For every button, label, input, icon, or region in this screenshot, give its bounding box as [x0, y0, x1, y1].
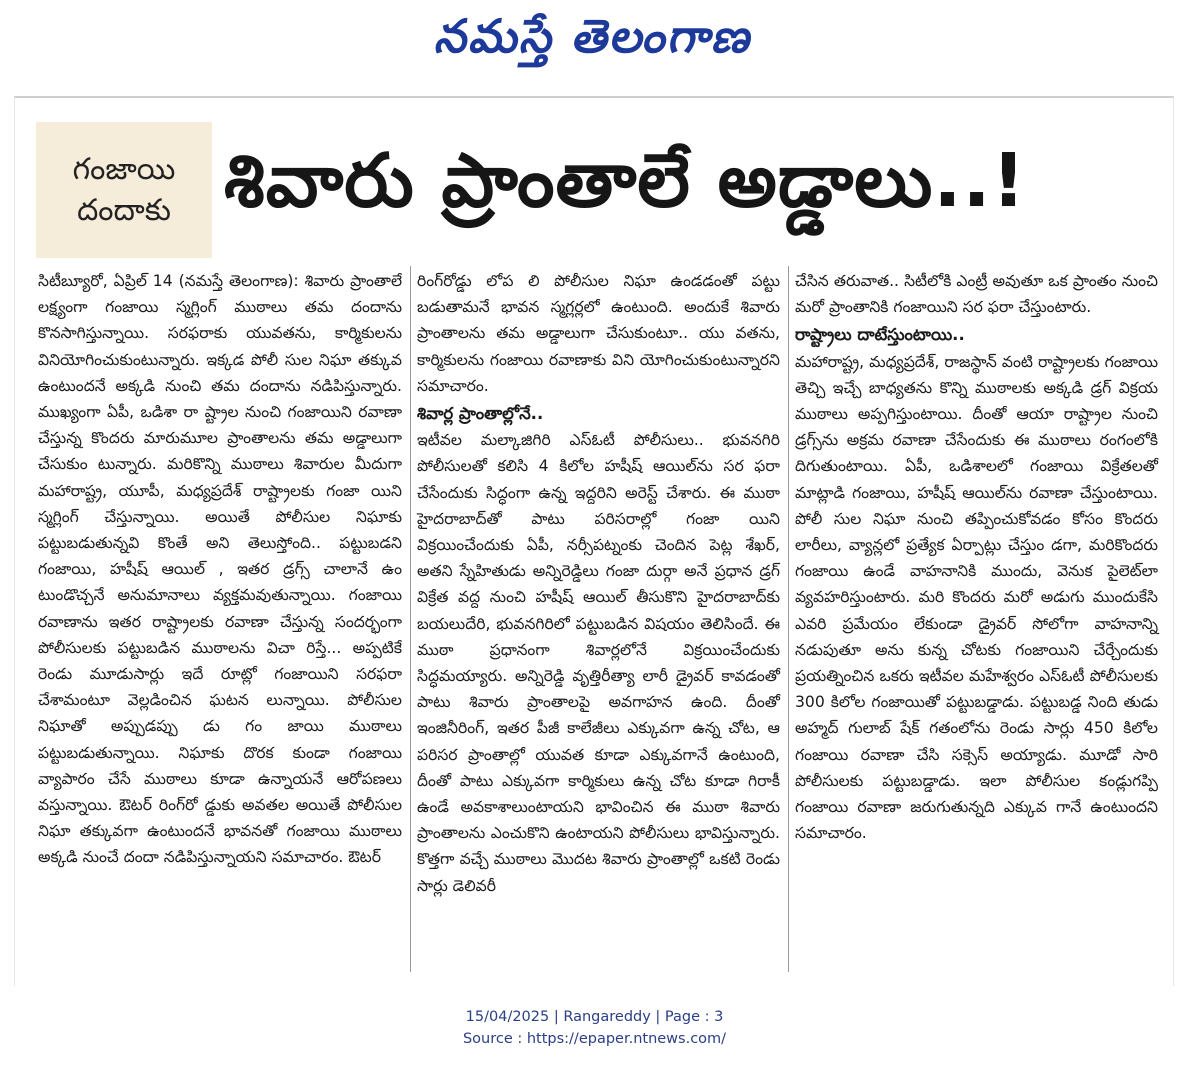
column-3-text-b: మహారాష్ట్ర, మధ్యప్రదేశ్, రాజస్థాన్ వంటి రాష్ట్రాలకు గంజాయి తెచ్చి ఇచ్చే బాధ్యతను కొన్ని ముఠాలకు అక్కడి డ్రగ్ విక్రయ ముఠాలు అప్పగిస్తుంటాయి. దీంతో ఆయా రాష్ట్రాల నుంచి డ్రగ్స్‌ను అక్రమ రవాణా చేసేందుకు ఈ ముఠాలు రంగంలోకి దిగుతుంటాయి. ఏపీ, ఒడిశాలలో గంజాయి విక్రేతలతో మాట్లాడి గంజాయి, హషీష్ ఆయిల్‌ను రవాణా చేస్తుంటాయి. పోలీ సుల నిఘా నుంచి తప్పించుకోవడం కోసం కొందరు లారీలు, వ్యాన్లలో ప్రత్యేక ఏర్పాట్లు చేస్తుం డగా, మరికొందరు గంజాయి ఉండే వాహనానికి ముందు, వెనుక పైలెట్‌లా వ్యవహరిస్తుంటారు. మరి కొందరు మరో అడుగు ముందుకేసి ఎవరి ప్రమేయం లేకుండా డ్రైవర్ సోలోగా వాహనాన్ని నడుపుతూ అను కున్న చోటకు గంజాయిని చేర్చేందుకు ప్రయత్నించిన ఒకరు ఇటీవల మహేశ్వరం ఎస్‌ఓటీ పోలీసులకు 300 కిలోల గంజాయితో పట్టుబడ్డాడు. పట్టుబడ్డ నింది తుడు అహ్మద్ గులాబ్ షేక్ గతంలోను రెండు సార్లు 450 కిలోల గంజాయి రవాణా చేసి సక్సెస్ అయ్యాడు. మూడో సారి పోలీసులకు పట్టుబడ్డాడు. ఇలా పోలీసుల కండ్లుగప్పి గంజాయి రవాణా జరుగుతున్నది ఎక్కువ గానే ఉంటుందని సమాచారం.: [795, 352, 1158, 843]
column-2-text-a: రింగ్‌రోడ్డు లోప లి పోలీసుల నిఘా ఉండడంతో పట్టు బడుతామనే భావన స్మగ్లర్లలో ఉంటుంది. అందుకే శివారు ప్రాంతాలను తమ అడ్డాలుగా చేసుకుంటూ.. యు వతను, కార్మికులను గంజాయి రవాణాకు విని యోగించుకుంటున్నారని సమాచారం.: [417, 272, 780, 395]
column-2-text-b: ఇటీవల మల్కాజిగిరి ఎస్‌ఓటీ పోలీసులు.. భువనగిరి పోలీసులతో కలిసి 4 కిలోల హషీష్ ఆయిల్‌ను సర ఫరా చేసేందుకు సిద్ధంగా ఉన్న ఇద్దరిని అరెస్ట్ చేశారు. ఈ ముఠా హైదరాబాద్‌తో పాటు పరిసరాల్లో గంజా యిని విక్రయించేందుకు ఏపీ, నర్సీపట్నంకు చెందిన పెట్ల శేఖర్, అతని స్నేహితుడు అన్నిరెడ్డిలు గంజా దుర్గా అనే ప్రధాన డ్రగ్ విక్రేత వద్ద నుంచి హషీష్ ఆయిల్ తీసుకొని హైదరాబాద్‌కు బయలుదేరి, భువనగిరిలో పట్టుబడిన విషయం తెలిసిందే. ఈ ముఠా ప్రధానంగా శివార్లలోనే విక్రయించేందుకు సిద్ధమయ్యారు. అన్నిరెడ్డి వృత్తిరీత్యా లారీ డ్రైవర్ కావడంతో పాటు శివారు ప్రాంతాలపై అవగాహన ఉంది. దీంతో ఇంజినీరింగ్, ఇతర పీజీ కాలేజీలు ఎక్కువగా ఉన్న చోట, ఆ పరిసర ప్రాంతాల్లో యువత కూడా ఎక్కువగానే ఉంటుంది, దీంతో పాటు ఎక్కువగా కార్మికులు ఉన్న చోట కూడా గిరాకీ ఉండే అవకాశాలుంటాయని భావించిన ఈ ముఠా శివారు ప్రాంతాలను ఎంచుకొని ఉంటాయని పోలీసులు భావిస్తున్నారు. కొత్తగా వచ్చే ముఠాలు మొదట శివారు ప్రాంతాల్లో ఒకటి రెండు సార్లు డెలివరీ: [417, 431, 780, 895]
headline-text: శివారు ప్రాంతాలే అడ్డాలు..!: [224, 138, 1027, 224]
subheading-1: శివార్ల ప్రాంతాల్లోనే..: [417, 404, 544, 424]
column-1: [32, 266, 410, 972]
column-3: [788, 266, 1166, 972]
column-1-text: సిటీబ్యూరో, ఏప్రిల్ 14 (నమస్తే తెలంగాణ): శివారు ప్రాంతాలే లక్ష్యంగా గంజాయి స్మగ్లింగ్ ముఠాలు తమ దందాను కొనసాగిస్తున్నాయి. సరఫరాకు యువతను, కార్మికులను వినియోగించుకుంటున్నారు. ఇక్కడ పోలీ సుల నిఘా తక్కువ ఉంటుందనే అక్కడి నుంచి తమ దందాను నడిపిస్తున్నారు. ముఖ్యంగా ఏపీ, ఒడిశా రా ష్ట్రాల నుంచి గంజాయిని రవాణా చేస్తున్న కొందరు మారుమూల ప్రాంతాలను తమ అడ్డాలుగా చేసుకుం టున్నారు. మరికొన్ని ముఠాలు శివారుల మీదుగా మహారాష్ట్ర, యూపీ, మధ్యప్రదేశ్ రాష్ట్రాలకు గంజా యిని స్మగ్లింగ్ చేస్తున్నాయి. అయితే పోలీసుల నిఘాకు పట్టుబడుతున్నవి కొంతే అని తెలుస్తోంది.. పట్టుబడని గంజాయి, హషీష్ ఆయిల్ , ఇతర డ్రగ్స్ చాలానే ఉం టుండొచ్చనే అనుమానాలు వ్యక్తమవుతున్నాయి. గంజాయి రవాణాను ఇతర రాష్ట్రాలకు రవాణా చేస్తున్న సందర్భంగా పోలీసులకు పట్టుబడిన ముఠాలను విచా రిస్తే... అప్పటికే రెండు మూడుసార్లు ఇదే రూట్లో గంజాయిని సరఫరా చేశామంటూ వెల్లడించిన ఘటన లున్నాయి. పోలీసుల నిఘాతో అప్పుడప్పు డు గం జాయి ముఠాలు పట్టుబడుతున్నాయి. నిఘాకు దొరక కుండా గంజాయి వ్యాపారం చేసే ముఠాలు కూడా ఉన్నాయనే ఆరోపణలు వస్తున్నాయి. ఔటర్ రింగ్‌రో డ్డుకు అవతల అయితే పోలీసుల నిఘా తక్కువగా ఉంటుందనే భావనతో గంజాయి ముఠాలు అక్కడి నుంచే దందా నడిపిస్తున్నాయని సమాచారం. ఔటర్: [38, 272, 402, 867]
column-2: [410, 266, 788, 972]
kicker-line-1: గంజాయి: [72, 151, 176, 187]
article-body: [32, 266, 1168, 972]
headline: [224, 120, 1174, 260]
footer: [0, 1006, 1189, 1050]
masthead: [0, 0, 1189, 84]
column-3-text-a: చేసిన తరువాత.. సిటీలోకి ఎంట్రీ అవుతూ ఒక ప్రాంతం నుంచి మరో ప్రాంతానికి గంజాయిని సర ఫరా చేస్తుంటారు.: [795, 272, 1158, 317]
footer-source[interactable]: Source : https://epaper.ntnews.com/: [462, 1031, 727, 1047]
kicker-box: [36, 122, 212, 258]
footer-date-edition: 15/04/2025 | Rangareddy | Page : 3: [465, 1009, 724, 1025]
kicker-line-2: దందాకు: [77, 193, 171, 228]
subheading-2: రాష్ట్రాలు దాటేస్తుంటాయి..: [795, 325, 965, 345]
newspaper-logo: నమస్తే తెలంగాణ: [431, 9, 761, 63]
